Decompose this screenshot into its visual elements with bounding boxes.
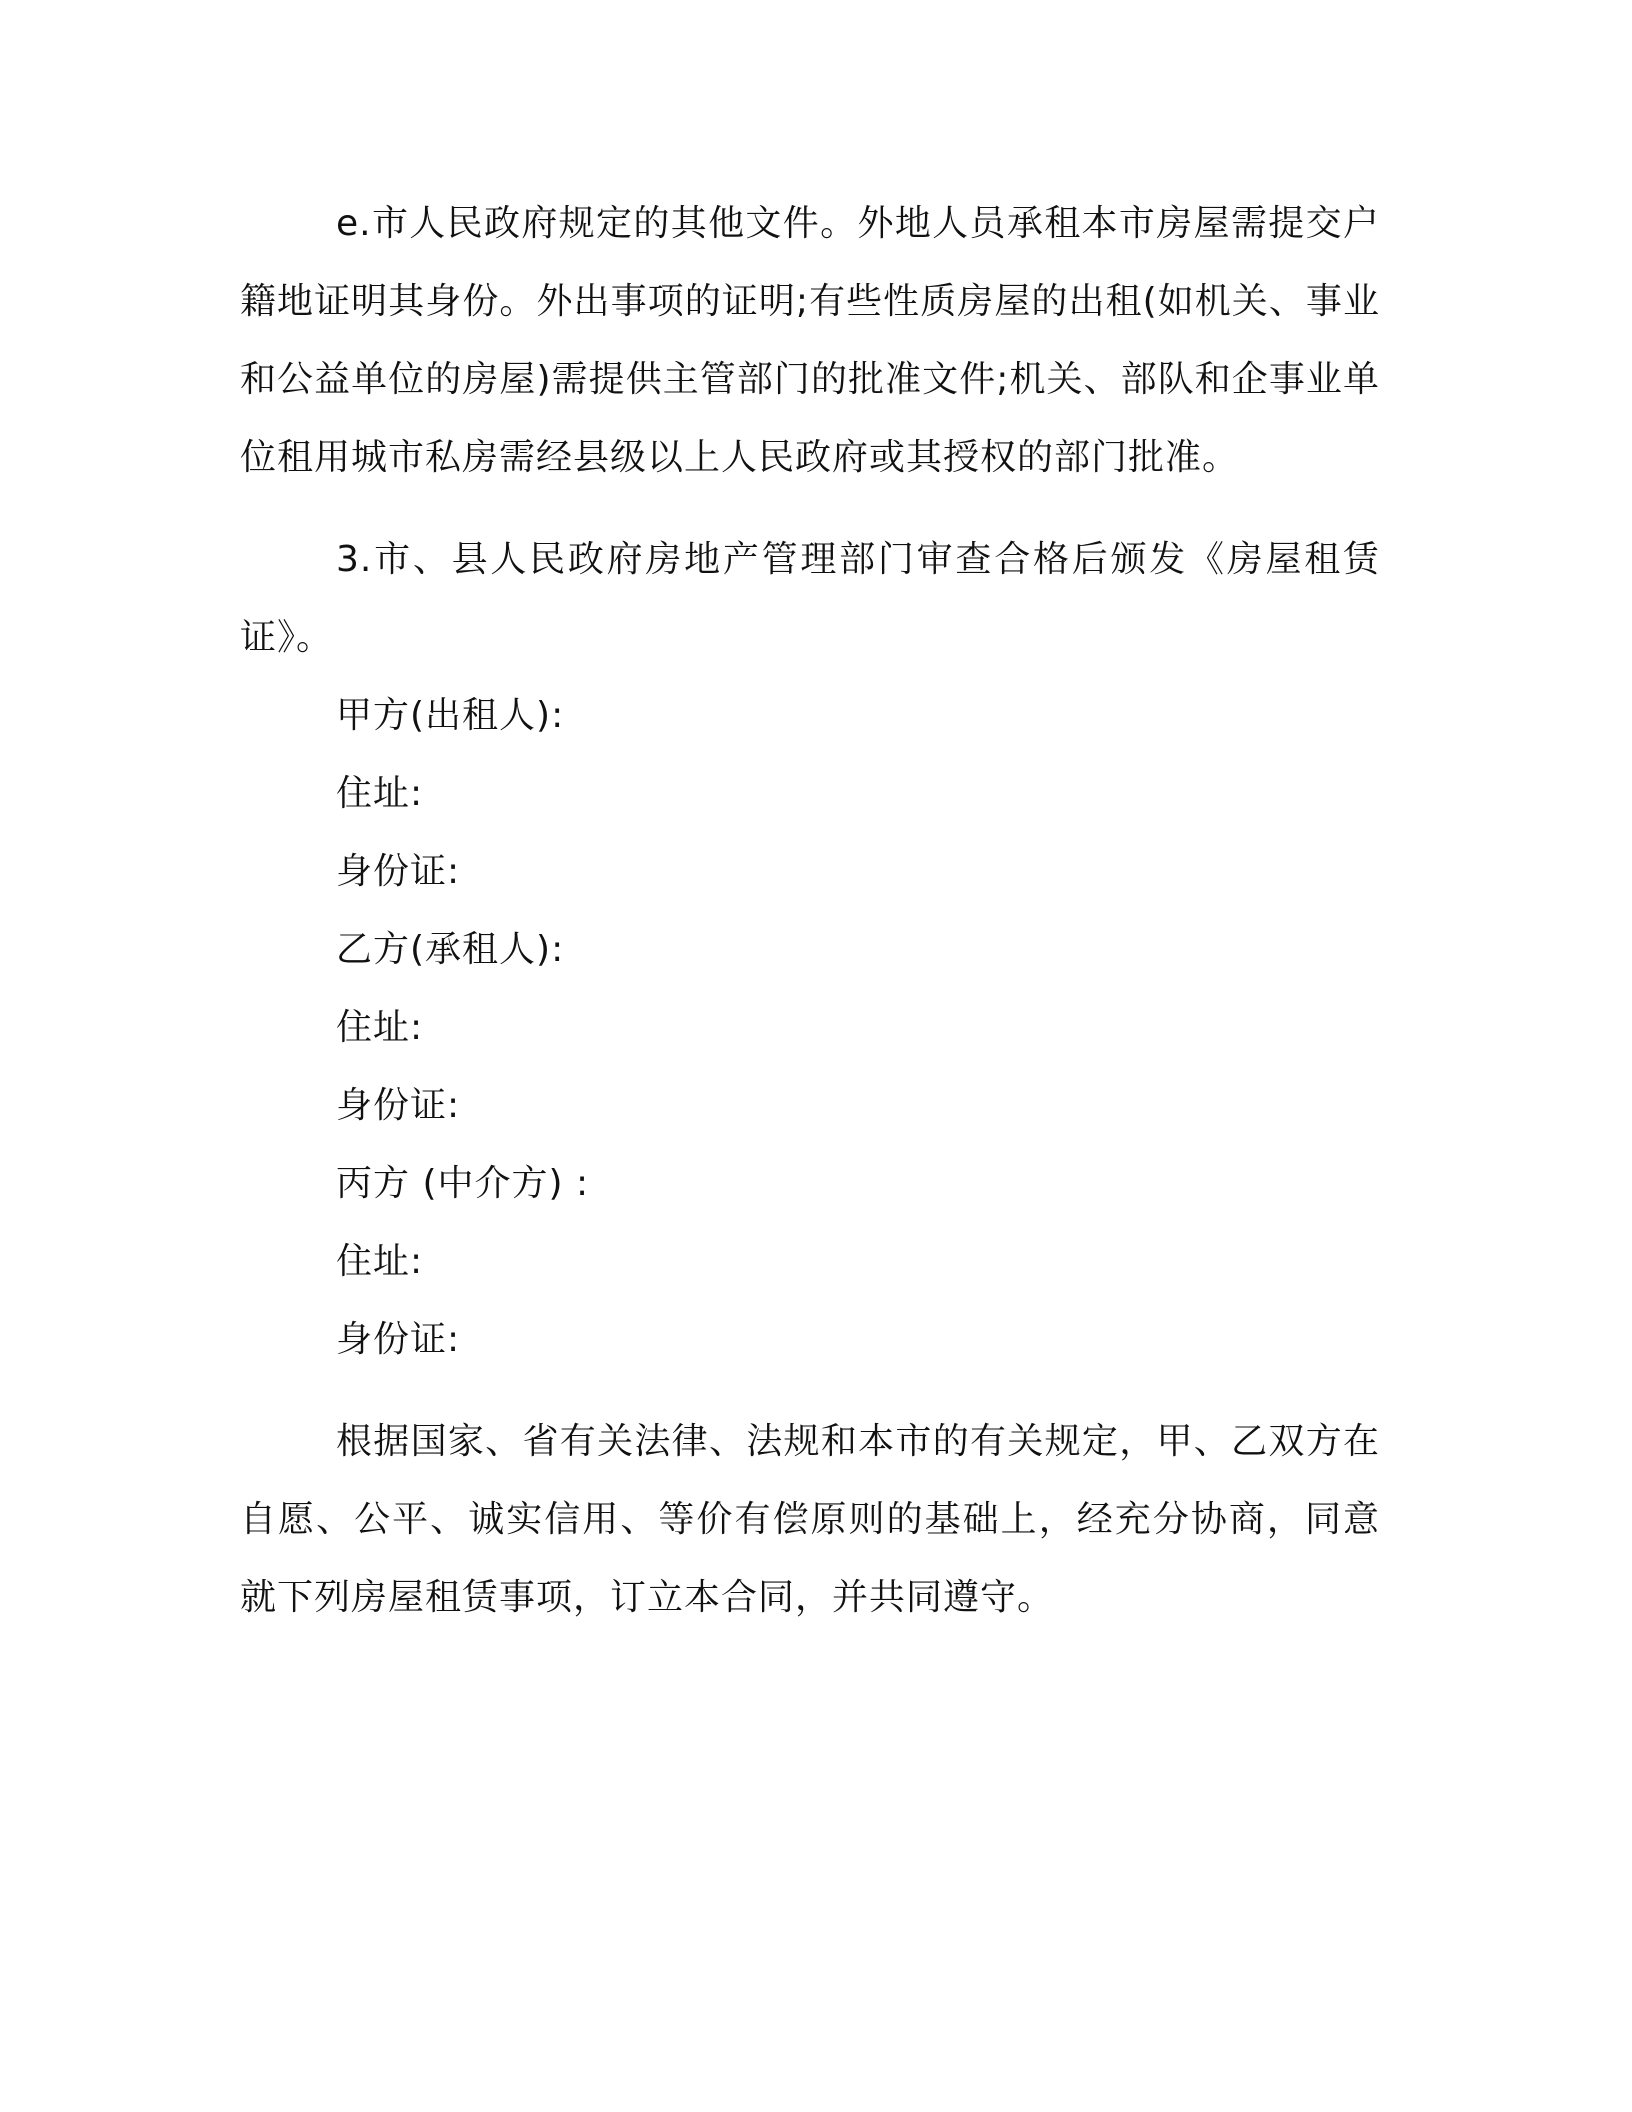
- document-body: [240, 185, 1380, 1637]
- paragraph-required-documents: e.市人民政府规定的其他文件。外地人员承租本市房屋需提交户籍地证明其身份。外出事项的证明;有些性质房屋的出租(如机关、事业和公益单位的房屋)需提供主管部门的批准文件;机关、部队和企事业单位租用城市私房需经县级以上人民政府或其授权的部门批准。: [240, 203, 1380, 478]
- party-a-address: 住址:: [336, 773, 424, 814]
- party-c-title: 丙方 (中介方) :: [336, 1163, 590, 1204]
- paragraph-rental-certificate: 3.市、县人民政府房地产管理部门审查合格后颁发《房屋租赁证》。: [240, 539, 1380, 658]
- party-b-address: 住址:: [336, 1007, 424, 1048]
- party-a-title: 甲方(出租人):: [336, 695, 565, 736]
- paragraph-contract-basis: 根据国家、省有关法律、法规和本市的有关规定，甲、乙双方在自愿、公平、诚实信用、等价有偿原则的基础上，经充分协商，同意就下列房屋租赁事项，订立本合同，并共同遵守。: [240, 1421, 1380, 1618]
- party-b-title: 乙方(承租人):: [336, 929, 565, 970]
- party-b-id-card: 身份证:: [336, 1085, 461, 1126]
- party-c-id-card: 身份证:: [336, 1319, 461, 1360]
- party-a-id-card: 身份证:: [336, 851, 461, 892]
- party-c-address: 住址:: [336, 1241, 424, 1282]
